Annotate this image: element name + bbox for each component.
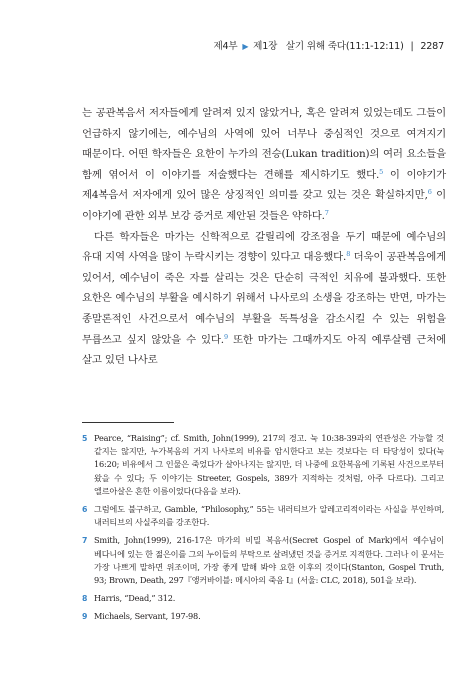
body-text xyxy=(82,103,446,371)
footnote-7 xyxy=(82,534,444,587)
footnote-text: 그럼에도 불구하고, Gamble, “Philosophy,” 55는 내러티브가 알레고리적이라는 사실을 부인하며, 내러티브의 사실주의를 강조한다. xyxy=(94,504,444,528)
text-run: 다른 학자들은 마가는 신학적으로 갈릴리에 강조점을 두기 때문에 예수님의 유대 지역 사역을 많이 누락시키는 경향이 있다고 대응했다. xyxy=(82,230,446,264)
footnote-number: 9 xyxy=(82,612,88,622)
running-header xyxy=(0,38,444,52)
header-part: 제4부 xyxy=(213,41,238,52)
footnotes xyxy=(82,432,444,629)
paragraph-2 xyxy=(82,227,446,371)
header-chapter: 제1장 xyxy=(253,41,278,52)
footnote-ref[interactable]: 8 xyxy=(346,250,351,259)
footnote-9 xyxy=(82,610,444,623)
header-separator: | xyxy=(410,41,414,52)
footnote-8 xyxy=(82,592,444,605)
triangle-right-icon: ▶ xyxy=(242,42,249,51)
footnote-text: Harris, “Dead,” 312. xyxy=(94,593,176,604)
footnote-number: 6 xyxy=(82,505,88,515)
footnote-text: Pearce, “Raising”; cf. Smith, John(1999), 217의 경고. 눅 10:38-39과의 연관성은 가능할 것 같지는 않지만, 누가복음의 거지 나사로의 비유를 암시한다고 보는 것보다는 더 타당성이 있다(눅 16:20; 비유에서 그 인물은 죽었다가 살아나지는 않지만, 더 나중에 요한복음에 기록된 사건으로부터 왔을 수 있다; 두 이야기는 Streeter, Gospels, 389가 지적하는 것처럼, 아주 다르다). 그리고 엘르아살은 흔한 이름이었다(다음을 보라). xyxy=(94,433,444,496)
footnote-number: 8 xyxy=(82,594,88,604)
footnote-ref[interactable]: 9 xyxy=(223,332,228,341)
footnote-number: 7 xyxy=(82,536,88,546)
footnote-divider xyxy=(82,422,174,423)
text-run: 이 이야기에 관한 외부 보강 증거로 제안된 것들은 약하다. xyxy=(82,189,446,222)
text-run: 또한 마가는 그때까지도 아직 예루살렘 근처에 살고 있던 나사로 xyxy=(82,333,446,367)
text-run: 더욱이 공관복음에게 있어서, 예수님이 죽은 자를 살리는 것은 단순히 극적인 치유에 불과했다. 또한 요한은 예수님의 부활을 예시하기 위해서 나사로의 소생을 강조하는 반면, 마가는 종말론적인 사건으로서 예수님의 부활을 독특성을 감소시킬 수 있는 위험을 무릅쓰고 싶지 않았을 수 있다. xyxy=(82,251,446,346)
footnote-text: Smith, John(1999), 216-17은 마가의 비밀 복음서(Secret Gospel of Mark)에서 예수님이 베다니에 있는 한 젊은이를 그의 누이들의 부탁으로 살려냈던 것을 증거로 지적한다. 그러나 이 문서는 가장 나쁘게 말하면 위조이며, 가장 좋게 말해 봐야 요한 이후의 것이다(Stanton, Gospel Truth, 93; Brown, Death, 297『앵커바이블: 메시아의 죽음 I』(서울: CLC, 2018), 501을 보라). xyxy=(94,535,444,586)
footnote-ref[interactable]: 5 xyxy=(379,167,384,176)
footnote-text: Michaels, Servant, 197-98. xyxy=(94,611,201,622)
text-run: 이 이야기가 제4복음서 저자에게 있어 많은 상징적인 의미를 갖고 있는 것은 확실하지만, xyxy=(82,168,446,202)
footnote-6 xyxy=(82,503,444,529)
header-title: 살기 위해 죽다(11:1-12:11) xyxy=(285,41,404,52)
footnote-5 xyxy=(82,432,444,498)
text-run: 는 공관복음서 저자들에게 알려져 있지 않았거나, 혹은 알려져 있었는데도 그들이 언급하지 않기에는, 예수님의 사역에 있어 너무나 중심적인 것으로 여겨지기 때문이다. 어떤 학자들은 요한이 누가의 전승(Lukan tradition)의 여러 요소들을 함께 엮어서 이 이야기를 저술했다는 견해를 제시하기도 했다. xyxy=(82,107,446,181)
page-number: 2287 xyxy=(420,41,444,52)
paragraph-1 xyxy=(82,103,446,227)
footnote-ref[interactable]: 6 xyxy=(427,188,432,197)
footnote-number: 5 xyxy=(82,434,88,443)
footnote-ref[interactable]: 7 xyxy=(324,208,329,217)
